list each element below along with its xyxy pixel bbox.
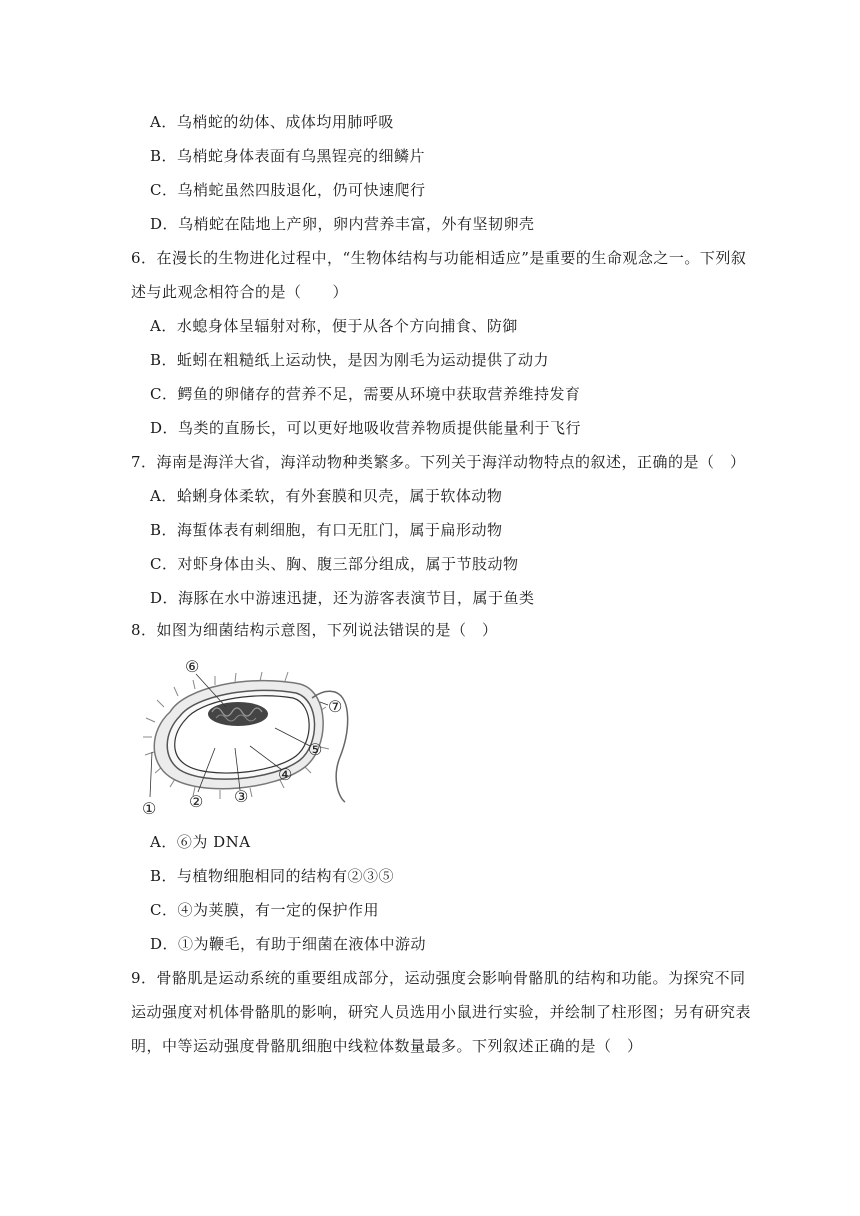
q9-stem-line1: 9．骨骼肌是运动系统的重要组成部分，运动强度会影响骨骼肌的结构和功能。为探究不同	[131, 969, 746, 987]
q7-stem-line1: 7．海南是海洋大省，海洋动物种类繁多。下列关于海洋动物特点的叙述，正确的是（ ）	[131, 453, 746, 471]
label-3: ③	[234, 787, 249, 806]
q5-option-b[interactable]: B．乌梢蛇身体表面有乌黑锃亮的细鳞片	[150, 147, 426, 165]
q6-option-c[interactable]: C．鳄鱼的卵储存的营养不足，需要从环境中获取营养维持发育	[150, 385, 581, 403]
q6-option-d[interactable]: D．鸟类的直肠长，可以更好地吸收营养物质提供能量利于飞行	[150, 419, 582, 437]
q7-option-c[interactable]: C．对虾身体由头、胸、腹三部分组成，属于节肢动物	[150, 555, 519, 573]
q8-stem-line1: 8．如图为细菌结构示意图，下列说法错误的是（ ）	[131, 621, 498, 639]
q7-option-a[interactable]: A．蛤蜊身体柔软，有外套膜和贝壳，属于软体动物	[150, 487, 503, 505]
label-6: ⑥	[185, 657, 200, 676]
q5-option-c[interactable]: C．乌梢蛇虽然四肢退化，仍可快速爬行	[150, 181, 426, 199]
q7-option-b[interactable]: B．海蜇体表有刺细胞，有口无肛门，属于扁形动物	[150, 521, 503, 539]
q8-option-b[interactable]: B．与植物细胞相同的结构有②③⑤	[150, 867, 395, 885]
q6-stem-line1: 6．在漫长的生物进化过程中，“生物体结构与功能相适应”是重要的生命观念之一。下列叙	[131, 249, 747, 267]
label-2: ②	[189, 792, 204, 811]
q9-stem-line3: 明，中等运动强度骨骼肌细胞中线粒体数量最多。下列叙述正确的是（ ）	[131, 1037, 643, 1055]
q5-option-d[interactable]: D．乌梢蛇在陆地上产卵，卵内营养丰富，外有坚韧卵壳	[150, 215, 535, 233]
label-4: ④	[278, 765, 293, 784]
q8-option-d[interactable]: D．①为鞭毛，有助于细菌在液体中游动	[150, 935, 427, 953]
q8-option-c[interactable]: C．④为荚膜，有一定的保护作用	[150, 901, 379, 919]
label-1: ①	[142, 799, 157, 818]
bacterium-diagram	[140, 652, 370, 818]
q7-option-d[interactable]: D．海豚在水中游速迅捷，还为游客表演节目，属于鱼类	[150, 589, 535, 607]
q8-option-a[interactable]: A．⑥为 DNA	[150, 833, 251, 851]
q6-option-b[interactable]: B．蚯蚓在粗糙纸上运动快，是因为刚毛为运动提供了动力	[150, 351, 550, 369]
q9-stem-line2: 运动强度对机体骨骼肌的影响，研究人员选用小鼠进行实验，并绘制了柱形图；另有研究表	[131, 1003, 752, 1021]
q6-option-a[interactable]: A．水螅身体呈辐射对称，便于从各个方向捕食、防御	[150, 317, 518, 335]
q5-option-a[interactable]: A．乌梢蛇的幼体、成体均用肺呼吸	[150, 113, 394, 131]
dna-region	[208, 702, 268, 726]
label-7: ⑦	[328, 697, 343, 716]
label-5: ⑤	[308, 740, 323, 759]
q6-stem-line2: 述与此观念相符合的是（ ）	[131, 283, 349, 301]
